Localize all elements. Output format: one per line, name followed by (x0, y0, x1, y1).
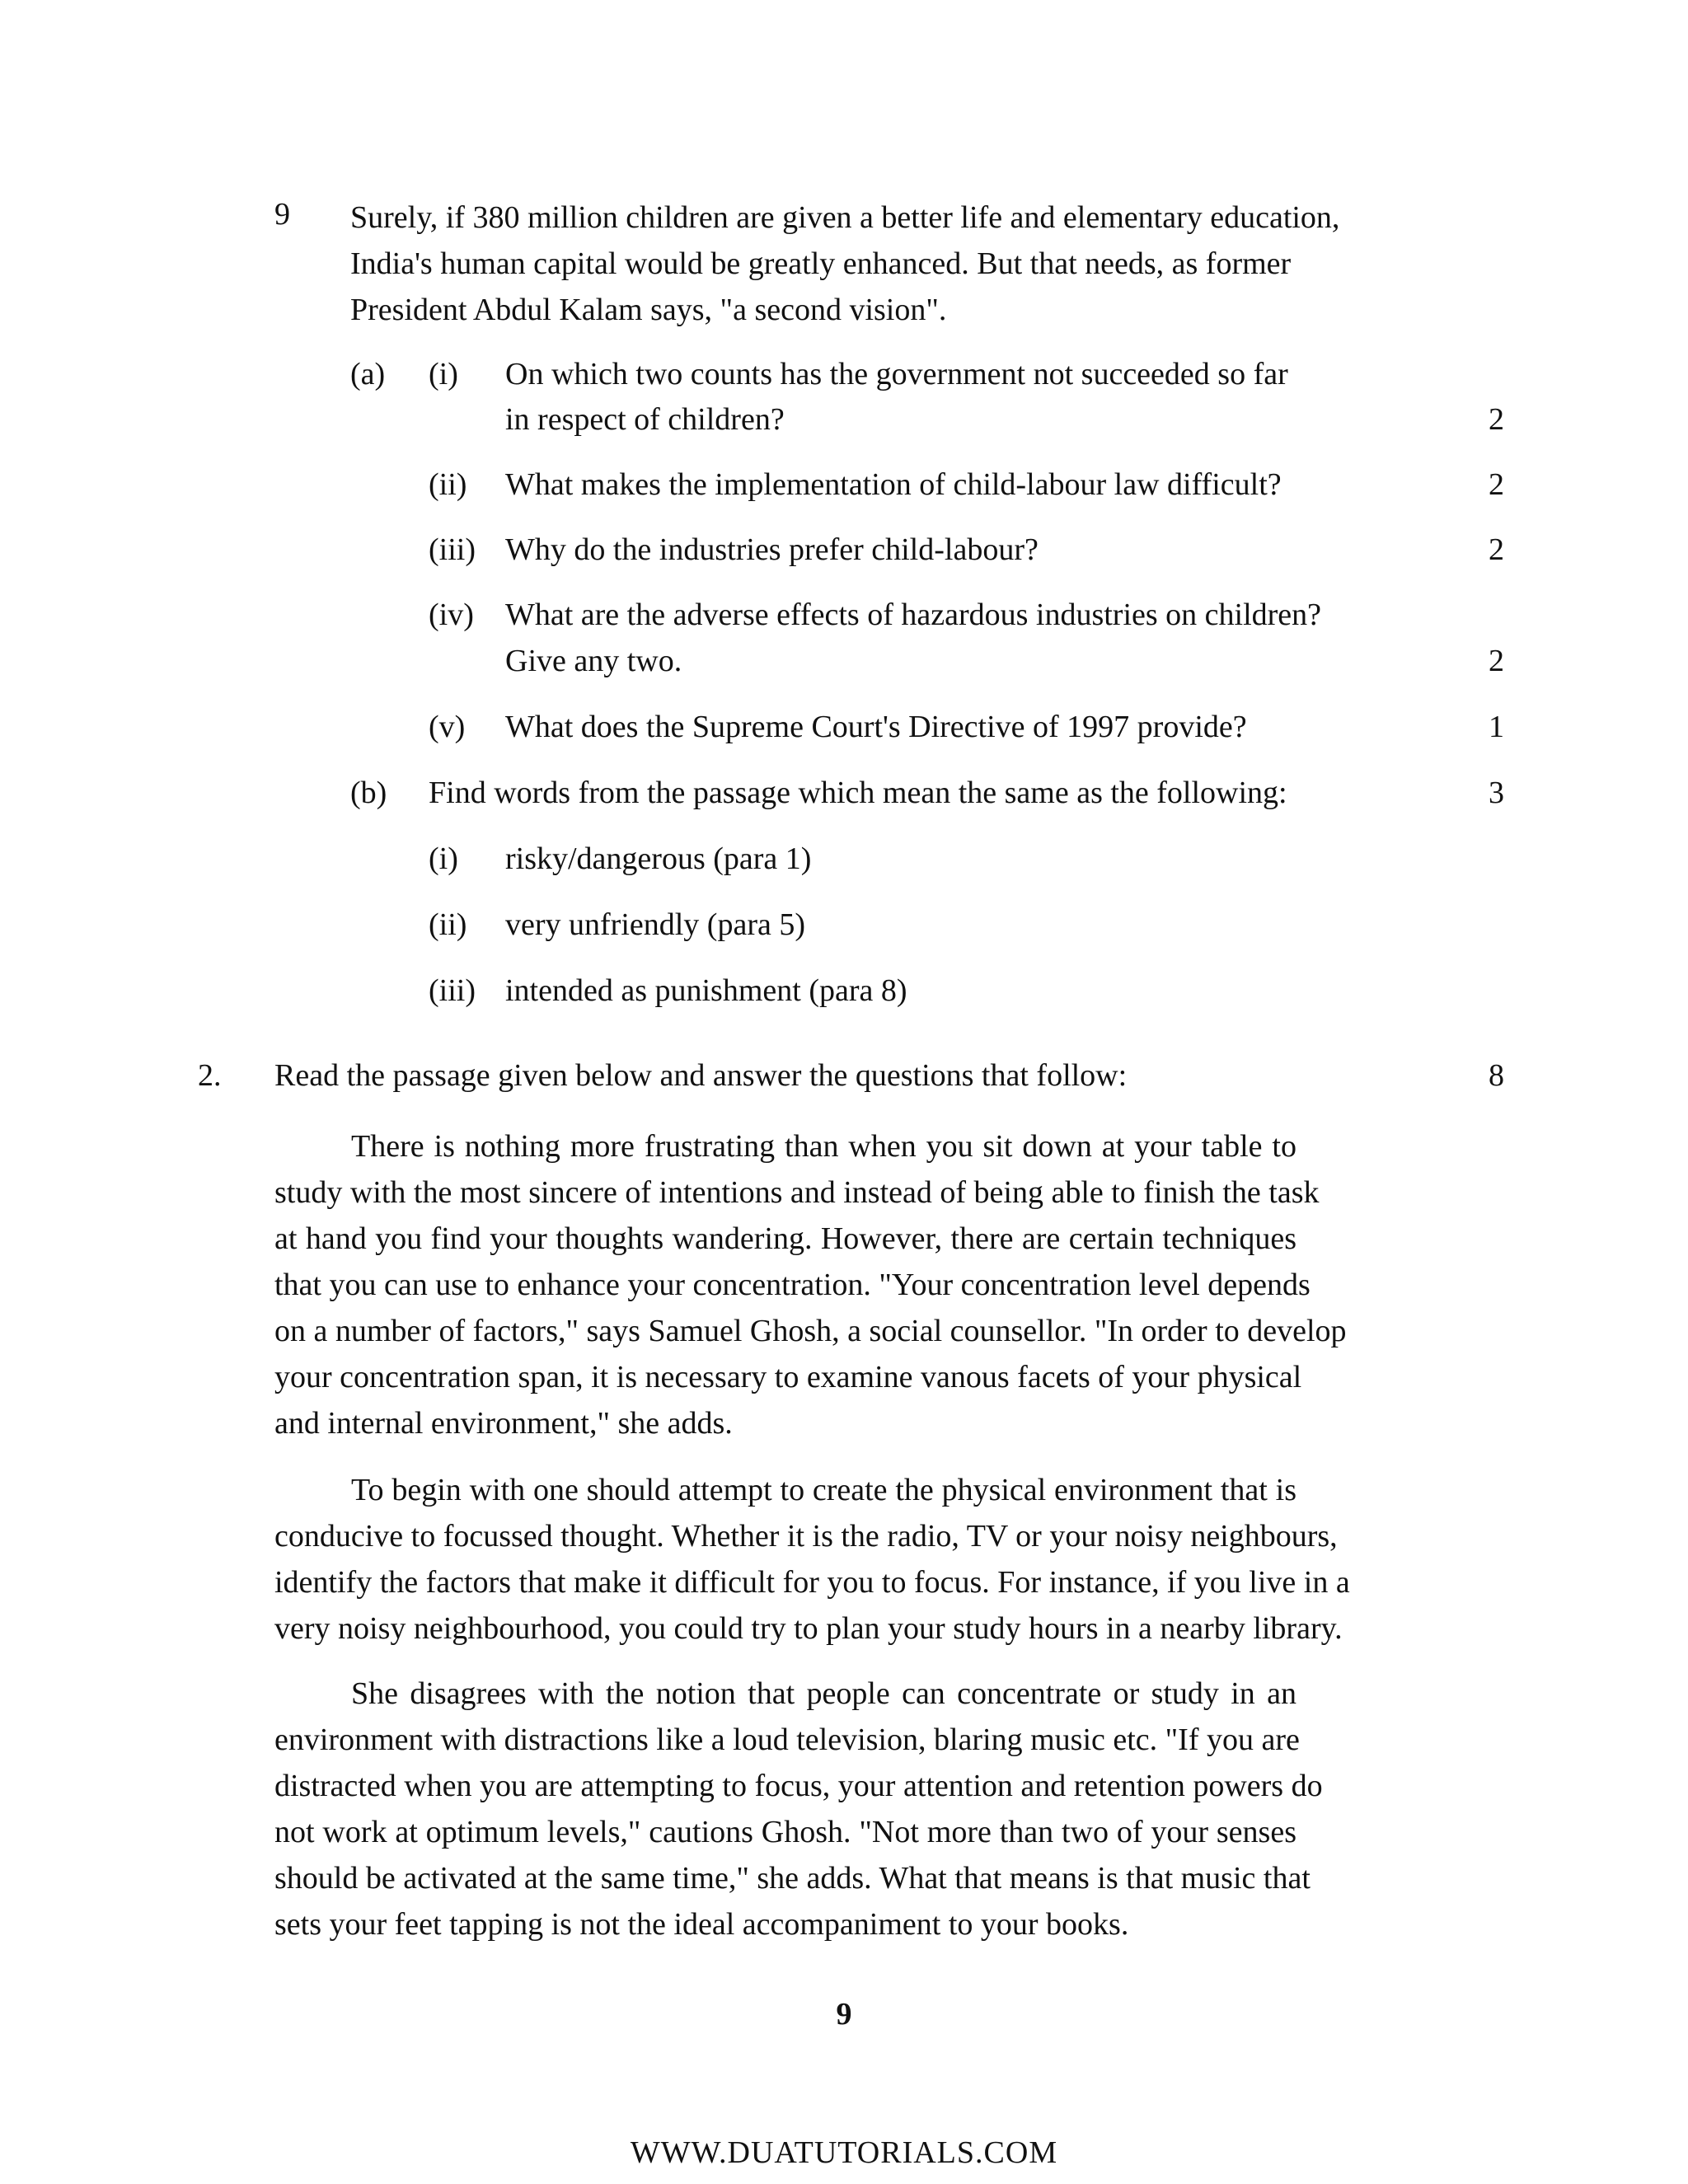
question-number: (v) (429, 710, 466, 744)
question-2-prompt: Read the passage given below and answer the questions that follow: (274, 1058, 1128, 1093)
text-line: should be activated at the same time," she adds. What that means is that music that (274, 1861, 1311, 1896)
text-line: President Abdul Kalam says, "a second vision". (350, 293, 947, 327)
text-line: on a number of factors," says Samuel Ghosh, a social counsellor. "In order to develop (274, 1314, 1347, 1348)
marks: 2 (1489, 532, 1504, 567)
question-number: (iv) (429, 598, 474, 632)
text-line: Surely, if 380 million children are given a better life and elementary education, (350, 200, 1340, 235)
question-text: What does the Supreme Court's Directive of 1997 provide? (505, 710, 1247, 744)
passage-paragraph-3 (274, 1671, 1323, 1947)
marks: 3 (1489, 776, 1504, 810)
text-line: To begin with one should attempt to create the physical environment that is (351, 1473, 1296, 1507)
question-number: (ii) (429, 467, 467, 502)
text-line: study with the most sincere of intentions and instead of being able to finish the task (274, 1175, 1320, 1210)
marks: 2 (1489, 467, 1504, 502)
question-number: (iii) (429, 532, 476, 567)
item-text: risky/dangerous (para 1) (505, 841, 812, 876)
passage-paragraph-2 (274, 1467, 1350, 1652)
passage-paragraph-1 (274, 1123, 1347, 1446)
marks: 2 (1489, 644, 1504, 678)
question-text: On which two counts has the government not succeeded so far (505, 357, 1288, 391)
text-line: sets your feet tapping is not the ideal accompaniment to your books. (274, 1907, 1129, 1942)
question-text: in respect of children? (505, 402, 785, 437)
part-b-prompt: Find words from the passage which mean the same as the following: (429, 776, 1287, 810)
text-line: identify the factors that make it difficult for you to focus. For instance, if you live in a (274, 1565, 1350, 1600)
text-line: environment with distractions like a loud television, blaring music etc. "If you are (274, 1722, 1300, 1757)
part-b-label: (b) (350, 776, 387, 810)
item-number: (iii) (429, 973, 476, 1008)
question-text: Why do the industries prefer child-labour? (505, 532, 1039, 567)
question-2-number: 2. (198, 1058, 222, 1093)
question-number: (i) (429, 357, 458, 391)
footer-website[interactable]: WWW.DUATUTORIALS.COM (630, 2135, 1058, 2170)
item-text: very unfriendly (para 5) (505, 907, 806, 942)
marks: 1 (1489, 710, 1504, 744)
text-line: She disagrees with the notion that people can concentrate or study in an (351, 1676, 1296, 1711)
question-text: What are the adverse effects of hazardous industries on children? (505, 598, 1322, 632)
text-line: and internal environment," she adds. (274, 1406, 733, 1441)
para-number: 9 (274, 197, 290, 232)
text-line: not work at optimum levels," cautions Ghosh. "Not more than two of your senses (274, 1815, 1296, 1849)
text-line: distracted when you are attempting to focus, your attention and retention powers do (274, 1769, 1323, 1803)
part-a-label: (a) (350, 357, 386, 391)
passage-para-9 (350, 194, 1340, 333)
text-line: very noisy neighbourhood, you could try to plan your study hours in a nearby library. (274, 1611, 1343, 1646)
text-line: conducive to focussed thought. Whether it is the radio, TV or your noisy neighbours, (274, 1519, 1338, 1554)
item-number: (i) (429, 841, 458, 876)
item-number: (ii) (429, 907, 467, 942)
question-text: What makes the implementation of child-labour law difficult? (505, 467, 1282, 502)
text-line: There is nothing more frustrating than when you sit down at your table to (351, 1129, 1296, 1164)
page-number: 9 (836, 1997, 852, 2032)
question-text: Give any two. (505, 644, 682, 678)
text-line: India's human capital would be greatly enhanced. But that needs, as former (350, 246, 1292, 281)
text-line: your concentration span, it is necessary to examine vanous facets of your physical (274, 1360, 1302, 1394)
marks: 2 (1489, 402, 1504, 437)
item-text: intended as punishment (para 8) (505, 973, 907, 1008)
text-line: that you can use to enhance your concentration. "Your concentration level depends (274, 1268, 1311, 1302)
text-line: at hand you find your thoughts wandering. However, there are certain techniques (274, 1221, 1296, 1256)
marks: 8 (1489, 1058, 1504, 1093)
